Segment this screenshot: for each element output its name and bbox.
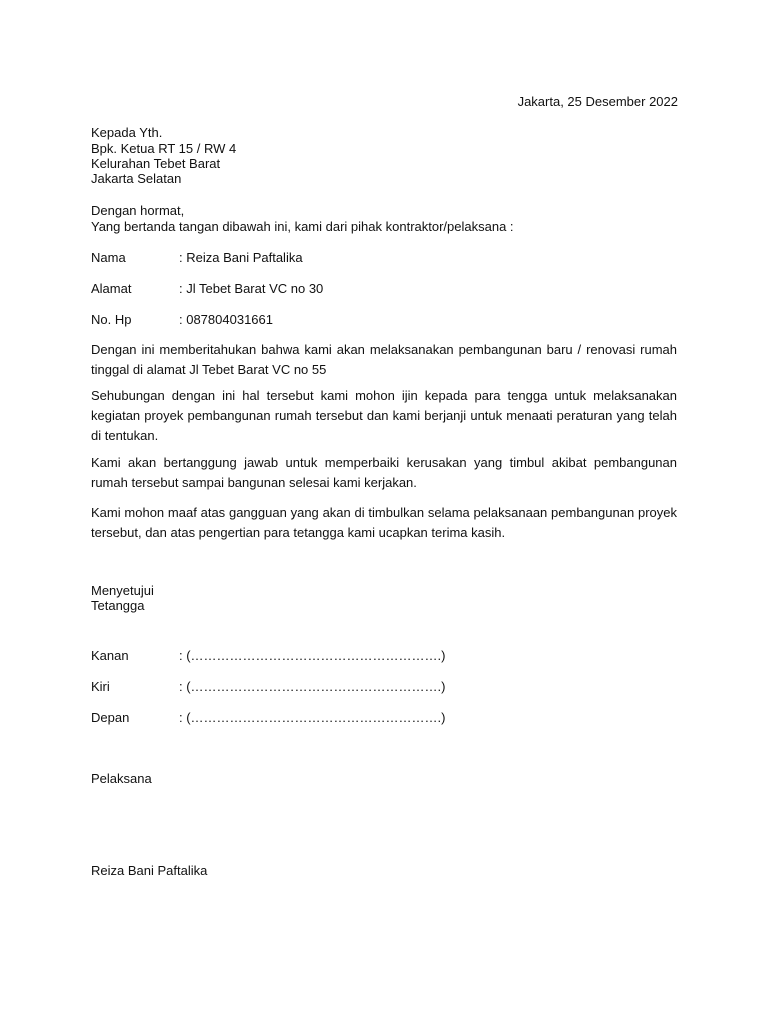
greeting: Dengan hormat,: [91, 203, 185, 218]
recipient-line-2: Bpk. Ketua RT 15 / RW 4: [91, 141, 237, 156]
paragraph-2: Sehubungan dengan ini hal tersebut kami mohon ijin kepada para tengga untuk melaksanakan kegiatan proyek pembangunan rumah tersebut dan kami berjanji untuk menaati peraturan yang telah di tentukan.: [91, 388, 677, 443]
paragraph-3: Kami akan bertanggung jawab untuk memperbaiki kerusakan yang timbul akibat pembangunan rumah tersebut sampai bangunan selesai kami kerjakan.: [91, 455, 677, 490]
approval-subtitle: Tetangga: [91, 598, 145, 613]
left-neighbor-label: Kiri: [91, 679, 110, 694]
right-neighbor-signature-line: : (………………………………………………….): [179, 648, 446, 663]
paragraph-4: Kami mohon maaf atas gangguan yang akan di timbulkan selama pelaksanaan pembangunan proyek tersebut, dan atas pengertian para tetangga kami ucapkan terima kasih.: [91, 505, 677, 540]
intro-line: Yang bertanda tangan dibawah ini, kami dari pihak kontraktor/pelaksana :: [91, 219, 514, 234]
address-label: Alamat: [91, 281, 132, 296]
signature-role: Pelaksana: [91, 771, 152, 786]
front-neighbor-signature-line: : (………………………………………………….): [179, 710, 446, 725]
recipient-line-3: Kelurahan Tebet Barat: [91, 156, 221, 171]
right-neighbor-label: Kanan: [91, 648, 129, 663]
name-value: : Reiza Bani Paftalika: [179, 250, 303, 265]
address-value: : Jl Tebet Barat VC no 30: [179, 281, 324, 296]
recipient-line-4: Jakarta Selatan: [91, 171, 182, 186]
name-label: Nama: [91, 250, 126, 265]
signature-name: Reiza Bani Paftalika: [91, 863, 208, 878]
phone-value: : 087804031661: [179, 312, 273, 327]
approval-title: Menyetujui: [91, 583, 154, 598]
front-neighbor-label: Depan: [91, 710, 130, 725]
recipient-line-1: Kepada Yth.: [91, 125, 163, 140]
letter-date: Jakarta, 25 Desember 2022: [517, 94, 678, 109]
phone-label: No. Hp: [91, 312, 132, 327]
paragraph-1: Dengan ini memberitahukan bahwa kami akan melaksanakan pembangunan baru / renovasi rumah tinggal di alamat Jl Tebet Barat VC no 55: [91, 342, 677, 377]
left-neighbor-signature-line: : (………………………………………………….): [179, 679, 446, 694]
